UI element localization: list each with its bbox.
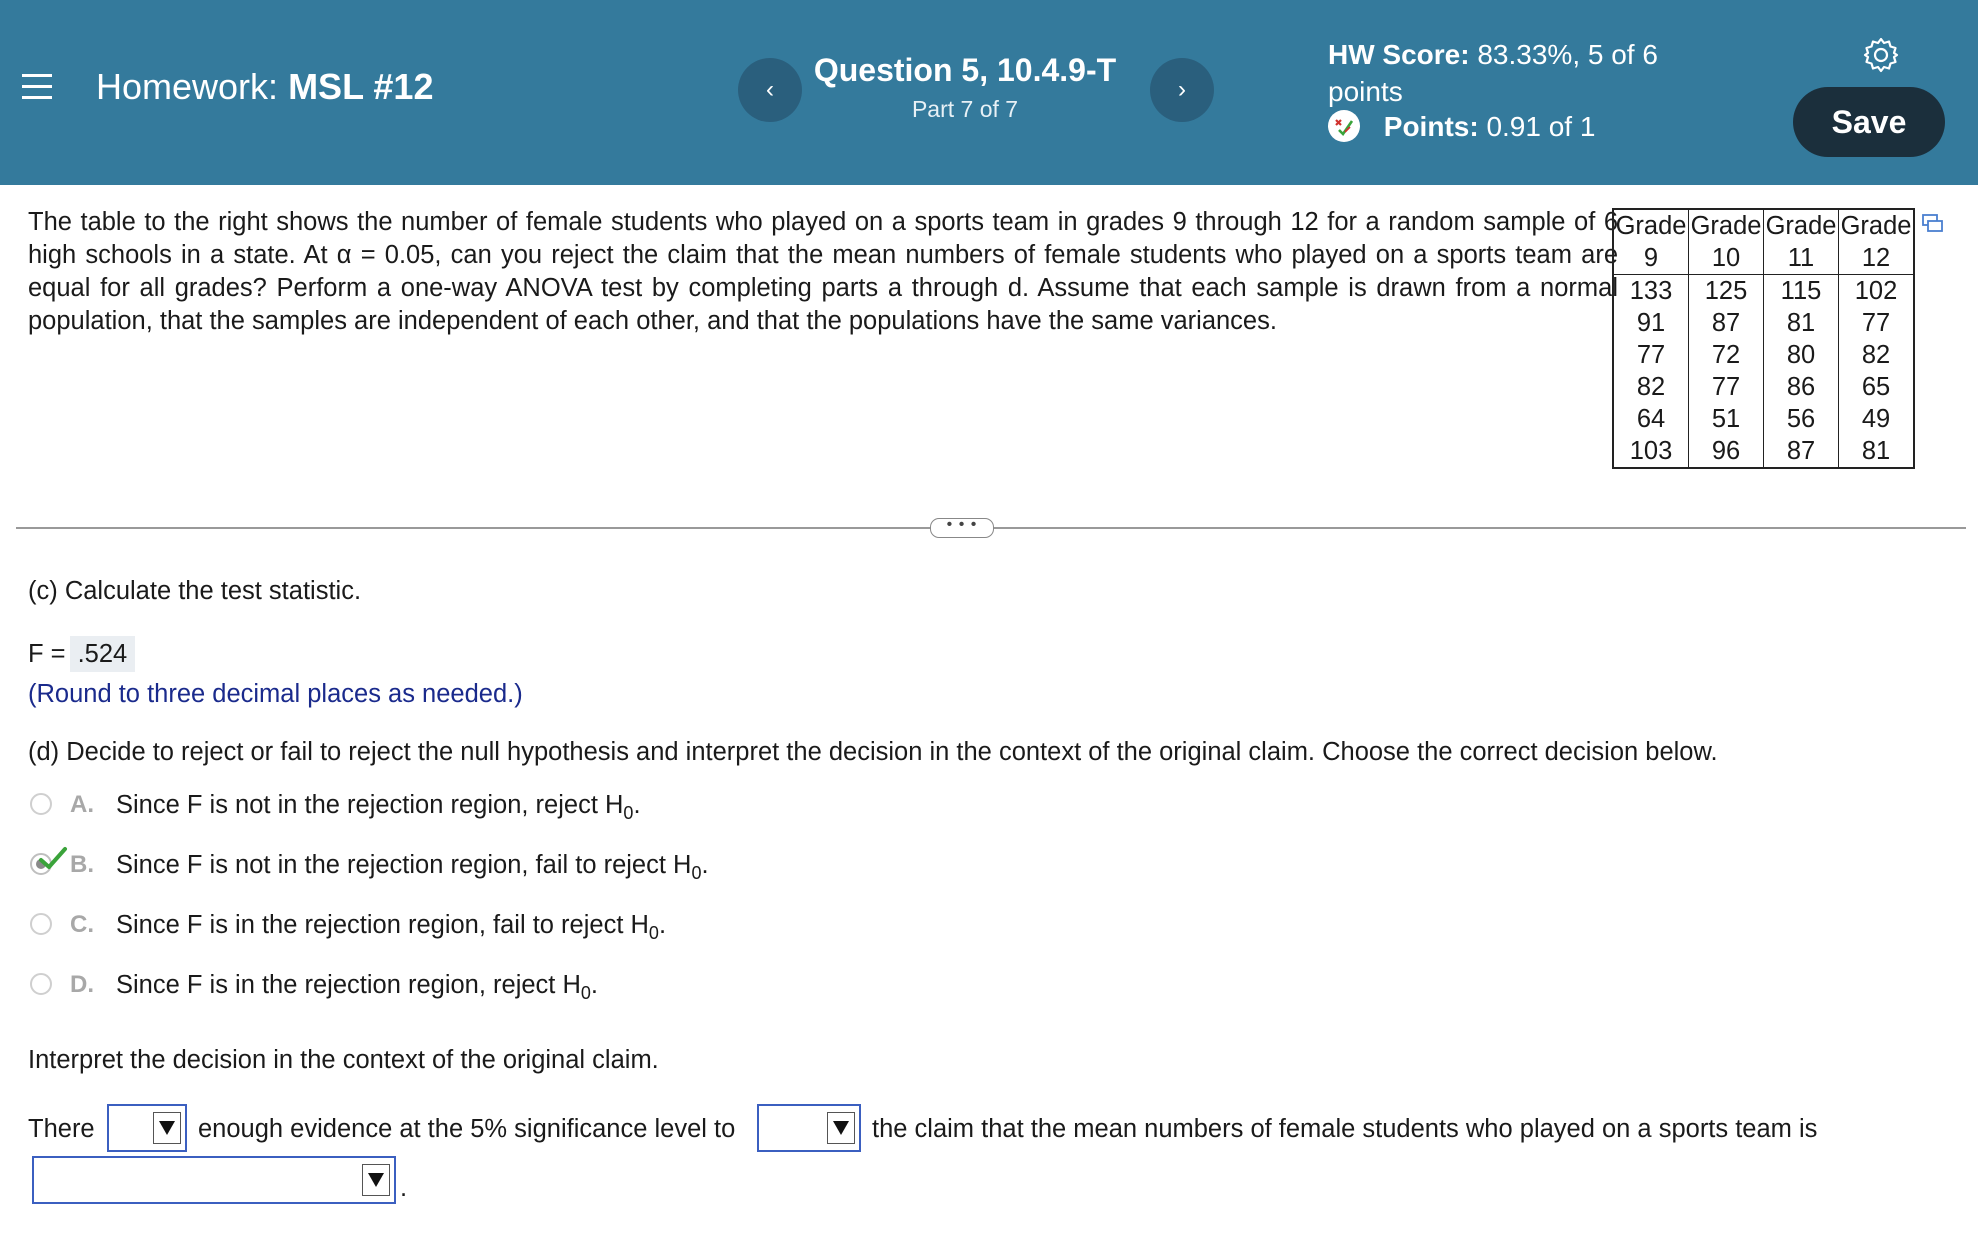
table-header-cell: Grade (1689, 209, 1764, 242)
f-label: F = (28, 640, 66, 668)
points-row (1328, 108, 1595, 145)
option-d-text: Since F is in the rejection region, reject $H_0$. (116, 971, 598, 1003)
table-cell: 51 (1689, 403, 1764, 435)
table-row (1613, 307, 1914, 339)
option-c-text: Since F is in the rejection region, fail to reject $H_0$. (116, 911, 667, 943)
table-cell: 81 (1839, 435, 1915, 468)
table-cell: 125 (1689, 275, 1764, 308)
table-row (1613, 339, 1914, 371)
table-cell: 77 (1839, 307, 1915, 339)
hw-score-unit: points (1328, 76, 1403, 107)
question-part: Part 7 of 7 (911, 96, 1019, 122)
homework-label: Homework: (96, 66, 279, 107)
question-title: Question 5, 10.4.9-T (813, 52, 1117, 88)
table-header-cell: Grade (1839, 209, 1915, 242)
problem-statement: The table to the right shows the number of female students who played on a sports team in grades 9 through 12 for a random sample of 6 high schools in a state. At α = 0.05, can you reject the claim that the mean numbers of female students who played on a sports team are equal for all grades? Perform a one-way ANOVA test by completing parts a through d. Assume that each sample is drawn from a normal population, that the samples are independent of each other, and that the populations have the same variances. (28, 208, 1618, 335)
table-header-cell: 10 (1689, 242, 1764, 275)
part-d-prompt: (d) Decide to reject or fail to reject the null hypothesis and interpret the decision in the context of the original claim. Choose the correct decision below. (28, 738, 1718, 766)
option-c-letter: C. (70, 911, 94, 938)
homework-title (96, 66, 433, 108)
table-row (1613, 275, 1914, 308)
points-label: Points: (1383, 111, 1479, 142)
table-header-cell: 11 (1764, 242, 1839, 275)
option-a-letter: A. (70, 791, 94, 818)
dropdown-arrow-icon (362, 1164, 390, 1196)
option-c-radio[interactable] (30, 913, 52, 935)
expand-handle[interactable]: • • • (930, 518, 994, 538)
chevron-right-icon: › (1178, 76, 1186, 103)
table-cell: 102 (1839, 275, 1915, 308)
table-cell: 96 (1689, 435, 1764, 468)
chevron-left-icon: ‹ (766, 76, 774, 103)
option-b-letter: B. (70, 851, 94, 878)
f-statistic-row (28, 636, 135, 672)
homework-name: MSL #12 (288, 66, 434, 107)
table-header-row (1613, 209, 1914, 242)
hw-score (1328, 36, 1688, 110)
sentence-end: the claim that the mean numbers of female students who played on a sports team is (872, 1115, 1818, 1143)
option-d-radio[interactable] (30, 973, 52, 995)
table-cell: 115 (1764, 275, 1839, 308)
table-cell: 64 (1613, 403, 1689, 435)
table-header-cell: Grade (1613, 209, 1689, 242)
dropdown-arrow-icon (827, 1112, 855, 1144)
hw-score-label: HW Score: (1328, 39, 1470, 70)
table-cell: 87 (1689, 307, 1764, 339)
copy-table-icon[interactable] (1922, 212, 1944, 234)
save-button[interactable]: Save (1793, 87, 1945, 157)
rounding-hint: (Round to three decimal places as needed.) (28, 680, 523, 708)
top-bar (0, 0, 1978, 185)
claim-statement-dropdown[interactable] (32, 1156, 396, 1204)
table-cell: 87 (1764, 435, 1839, 468)
sentence-start: There (28, 1115, 95, 1143)
table-row (1613, 435, 1914, 468)
partial-credit-icon (1328, 110, 1360, 142)
table-cell: 80 (1764, 339, 1839, 371)
sentence-period: . (400, 1174, 408, 1202)
table-cell: 86 (1764, 371, 1839, 403)
hw-score-value: 83.33%, 5 of 6 (1477, 39, 1658, 70)
table-cell: 81 (1764, 307, 1839, 339)
option-a-text: Since F is not in the rejection region, reject $H_0$. (116, 791, 641, 823)
points-value: 0.91 of 1 (1486, 111, 1596, 142)
interpret-prompt: Interpret the decision in the context of the original claim. (28, 1046, 659, 1074)
table-cell: 77 (1613, 339, 1689, 371)
data-table (1612, 208, 1915, 469)
option-d-letter: D. (70, 971, 94, 998)
table-header-cell: Grade (1764, 209, 1839, 242)
table-cell: 133 (1613, 275, 1689, 308)
dropdown-arrow-icon (153, 1112, 181, 1144)
menu-icon[interactable] (22, 74, 52, 100)
checkmark-icon (38, 846, 68, 881)
f-answer-box[interactable]: .524 (70, 636, 136, 672)
evidence-dropdown[interactable] (107, 1104, 187, 1152)
table-header-cell: 9 (1613, 242, 1689, 275)
gear-icon[interactable] (1862, 36, 1900, 74)
part-c-prompt: (c) Calculate the test statistic. (28, 577, 362, 605)
next-question-button[interactable] (1150, 58, 1214, 122)
claim-action-dropdown[interactable] (757, 1104, 861, 1152)
table-header-row (1613, 242, 1914, 275)
sentence-mid: enough evidence at the 5% significance level to (198, 1115, 736, 1143)
table-cell: 72 (1689, 339, 1764, 371)
table-cell: 77 (1689, 371, 1764, 403)
previous-question-button[interactable] (738, 58, 802, 122)
table-cell: 49 (1839, 403, 1915, 435)
table-cell: 56 (1764, 403, 1839, 435)
table-cell: 82 (1613, 371, 1689, 403)
table-cell: 103 (1613, 435, 1689, 468)
table-cell: 82 (1839, 339, 1915, 371)
table-header-cell: 12 (1839, 242, 1915, 275)
table-cell: 91 (1613, 307, 1689, 339)
option-a-radio[interactable] (30, 793, 52, 815)
table-cell: 65 (1839, 371, 1915, 403)
table-row (1613, 403, 1914, 435)
table-row (1613, 371, 1914, 403)
option-b-text: Since F is not in the rejection region, fail to reject $H_0$. (116, 851, 709, 883)
